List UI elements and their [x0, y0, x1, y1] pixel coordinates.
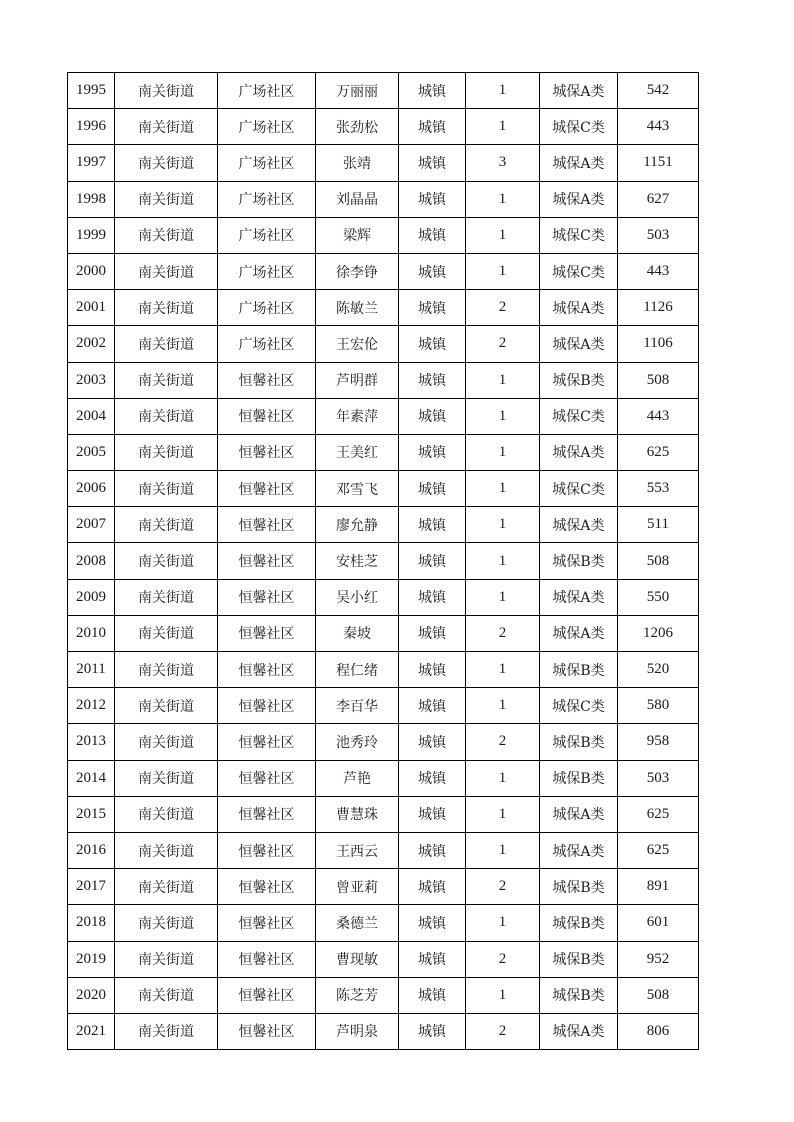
cell-category: 城保B类: [540, 724, 618, 760]
cell-street: 南关街道: [115, 145, 218, 181]
cell-name: 刘晶晶: [316, 181, 399, 217]
cell-area: 城镇: [399, 181, 466, 217]
cell-category: 城保A类: [540, 1013, 618, 1049]
cell-name: 曹慧珠: [316, 796, 399, 832]
cell-amount: 511: [618, 507, 699, 543]
cell-household-count: 1: [466, 652, 540, 688]
cell-household-count: 2: [466, 326, 540, 362]
cell-name: 年素萍: [316, 398, 399, 434]
cell-name: 曹现敏: [316, 941, 399, 977]
cell-amount: 550: [618, 579, 699, 615]
cell-name: 曾亚莉: [316, 869, 399, 905]
cell-amount: 625: [618, 434, 699, 470]
cell-community: 恒馨社区: [218, 362, 316, 398]
cell-amount: 580: [618, 688, 699, 724]
cell-category: 城保B类: [540, 941, 618, 977]
cell-area: 城镇: [399, 832, 466, 868]
cell-street: 南关街道: [115, 109, 218, 145]
cell-household-count: 1: [466, 543, 540, 579]
table-row: [68, 724, 699, 760]
cell-no: 1998: [68, 181, 115, 217]
table-row: [68, 941, 699, 977]
cell-household-count: 1: [466, 73, 540, 109]
table-row: [68, 109, 699, 145]
cell-area: 城镇: [399, 507, 466, 543]
cell-name: 桑德兰: [316, 905, 399, 941]
cell-name: 陈芝芳: [316, 977, 399, 1013]
cell-community: 恒馨社区: [218, 507, 316, 543]
cell-street: 南关街道: [115, 688, 218, 724]
cell-no: 2017: [68, 869, 115, 905]
cell-area: 城镇: [399, 217, 466, 253]
cell-no: 2003: [68, 362, 115, 398]
cell-no: 2004: [68, 398, 115, 434]
table-row: [68, 73, 699, 109]
cell-no: 2020: [68, 977, 115, 1013]
cell-no: 2019: [68, 941, 115, 977]
cell-community: 恒馨社区: [218, 688, 316, 724]
cell-no: 2015: [68, 796, 115, 832]
cell-street: 南关街道: [115, 615, 218, 651]
cell-name: 陈敏兰: [316, 290, 399, 326]
table-row: [68, 977, 699, 1013]
cell-community: 恒馨社区: [218, 724, 316, 760]
table-row: [68, 217, 699, 253]
cell-household-count: 2: [466, 290, 540, 326]
cell-community: 广场社区: [218, 109, 316, 145]
cell-category: 城保A类: [540, 579, 618, 615]
cell-street: 南关街道: [115, 471, 218, 507]
cell-community: 恒馨社区: [218, 977, 316, 1013]
cell-area: 城镇: [399, 869, 466, 905]
cell-household-count: 1: [466, 109, 540, 145]
cell-category: 城保B类: [540, 543, 618, 579]
table-row: [68, 688, 699, 724]
cell-street: 南关街道: [115, 398, 218, 434]
cell-street: 南关街道: [115, 362, 218, 398]
cell-street: 南关街道: [115, 543, 218, 579]
cell-household-count: 1: [466, 688, 540, 724]
cell-no: 2021: [68, 1013, 115, 1049]
cell-street: 南关街道: [115, 579, 218, 615]
cell-community: 恒馨社区: [218, 869, 316, 905]
table-row: [68, 832, 699, 868]
cell-community: 恒馨社区: [218, 760, 316, 796]
cell-amount: 601: [618, 905, 699, 941]
cell-no: 2010: [68, 615, 115, 651]
cell-household-count: 2: [466, 1013, 540, 1049]
cell-household-count: 2: [466, 941, 540, 977]
cell-street: 南关街道: [115, 434, 218, 470]
cell-household-count: 1: [466, 434, 540, 470]
table-row: [68, 145, 699, 181]
cell-category: 城保A类: [540, 796, 618, 832]
cell-area: 城镇: [399, 579, 466, 615]
table-row: [68, 543, 699, 579]
cell-category: 城保A类: [540, 290, 618, 326]
table-row: [68, 652, 699, 688]
cell-household-count: 1: [466, 253, 540, 289]
cell-no: 2002: [68, 326, 115, 362]
cell-community: 广场社区: [218, 217, 316, 253]
cell-community: 广场社区: [218, 253, 316, 289]
cell-area: 城镇: [399, 73, 466, 109]
cell-no: 2012: [68, 688, 115, 724]
cell-category: 城保C类: [540, 109, 618, 145]
cell-name: 张靖: [316, 145, 399, 181]
cell-area: 城镇: [399, 109, 466, 145]
cell-community: 广场社区: [218, 326, 316, 362]
cell-household-count: 2: [466, 869, 540, 905]
cell-community: 恒馨社区: [218, 398, 316, 434]
cell-name: 王宏伦: [316, 326, 399, 362]
cell-category: 城保B类: [540, 760, 618, 796]
table-row: [68, 471, 699, 507]
cell-name: 张劲松: [316, 109, 399, 145]
benefit-table: [67, 72, 699, 1050]
cell-amount: 625: [618, 796, 699, 832]
cell-name: 安桂芝: [316, 543, 399, 579]
cell-amount: 503: [618, 217, 699, 253]
table-row: [68, 398, 699, 434]
cell-category: 城保C类: [540, 217, 618, 253]
cell-community: 广场社区: [218, 145, 316, 181]
cell-name: 廖允静: [316, 507, 399, 543]
cell-amount: 627: [618, 181, 699, 217]
cell-community: 广场社区: [218, 181, 316, 217]
cell-community: 恒馨社区: [218, 434, 316, 470]
table-row: [68, 760, 699, 796]
cell-household-count: 1: [466, 796, 540, 832]
cell-amount: 952: [618, 941, 699, 977]
cell-amount: 443: [618, 109, 699, 145]
cell-street: 南关街道: [115, 869, 218, 905]
cell-category: 城保A类: [540, 832, 618, 868]
cell-area: 城镇: [399, 615, 466, 651]
cell-category: 城保B类: [540, 362, 618, 398]
cell-amount: 1106: [618, 326, 699, 362]
cell-name: 李百华: [316, 688, 399, 724]
cell-community: 恒馨社区: [218, 543, 316, 579]
cell-amount: 508: [618, 362, 699, 398]
cell-area: 城镇: [399, 290, 466, 326]
cell-category: 城保C类: [540, 471, 618, 507]
cell-household-count: 3: [466, 145, 540, 181]
cell-no: 2000: [68, 253, 115, 289]
table-row: [68, 362, 699, 398]
cell-street: 南关街道: [115, 832, 218, 868]
cell-area: 城镇: [399, 905, 466, 941]
cell-name: 程仁绪: [316, 652, 399, 688]
cell-name: 秦坡: [316, 615, 399, 651]
cell-category: 城保B类: [540, 977, 618, 1013]
table-row: [68, 796, 699, 832]
cell-area: 城镇: [399, 760, 466, 796]
cell-community: 恒馨社区: [218, 905, 316, 941]
cell-no: 2008: [68, 543, 115, 579]
cell-community: 恒馨社区: [218, 941, 316, 977]
cell-no: 2009: [68, 579, 115, 615]
cell-category: 城保A类: [540, 145, 618, 181]
cell-household-count: 1: [466, 977, 540, 1013]
table-row: [68, 1013, 699, 1049]
cell-category: 城保B类: [540, 869, 618, 905]
cell-category: 城保A类: [540, 434, 618, 470]
cell-name: 徐李铮: [316, 253, 399, 289]
cell-name: 芦明泉: [316, 1013, 399, 1049]
cell-amount: 508: [618, 543, 699, 579]
cell-category: 城保C类: [540, 398, 618, 434]
cell-community: 恒馨社区: [218, 796, 316, 832]
table-body: [68, 73, 699, 1050]
cell-name: 吴小红: [316, 579, 399, 615]
cell-household-count: 1: [466, 398, 540, 434]
cell-no: 2016: [68, 832, 115, 868]
cell-area: 城镇: [399, 796, 466, 832]
cell-street: 南关街道: [115, 905, 218, 941]
cell-household-count: 2: [466, 615, 540, 651]
cell-area: 城镇: [399, 145, 466, 181]
cell-household-count: 1: [466, 471, 540, 507]
table-row: [68, 326, 699, 362]
cell-amount: 1206: [618, 615, 699, 651]
cell-amount: 625: [618, 832, 699, 868]
cell-community: 恒馨社区: [218, 652, 316, 688]
cell-category: 城保A类: [540, 73, 618, 109]
cell-community: 广场社区: [218, 73, 316, 109]
cell-category: 城保C类: [540, 253, 618, 289]
cell-area: 城镇: [399, 1013, 466, 1049]
cell-household-count: 1: [466, 832, 540, 868]
cell-name: 王美红: [316, 434, 399, 470]
cell-amount: 806: [618, 1013, 699, 1049]
cell-community: 恒馨社区: [218, 1013, 316, 1049]
cell-community: 广场社区: [218, 290, 316, 326]
table-row: [68, 181, 699, 217]
cell-no: 2014: [68, 760, 115, 796]
cell-no: 1999: [68, 217, 115, 253]
cell-name: 芦明群: [316, 362, 399, 398]
cell-area: 城镇: [399, 977, 466, 1013]
cell-area: 城镇: [399, 362, 466, 398]
cell-household-count: 1: [466, 181, 540, 217]
cell-area: 城镇: [399, 253, 466, 289]
cell-area: 城镇: [399, 326, 466, 362]
cell-category: 城保B类: [540, 652, 618, 688]
cell-street: 南关街道: [115, 724, 218, 760]
cell-category: 城保A类: [540, 181, 618, 217]
table-row: [68, 253, 699, 289]
cell-community: 恒馨社区: [218, 832, 316, 868]
cell-area: 城镇: [399, 543, 466, 579]
table-row: [68, 579, 699, 615]
cell-category: 城保A类: [540, 326, 618, 362]
cell-name: 王西云: [316, 832, 399, 868]
cell-street: 南关街道: [115, 796, 218, 832]
cell-no: 2006: [68, 471, 115, 507]
cell-no: 1997: [68, 145, 115, 181]
cell-area: 城镇: [399, 471, 466, 507]
cell-household-count: 1: [466, 362, 540, 398]
cell-area: 城镇: [399, 688, 466, 724]
cell-amount: 891: [618, 869, 699, 905]
cell-street: 南关街道: [115, 326, 218, 362]
cell-street: 南关街道: [115, 1013, 218, 1049]
cell-category: 城保C类: [540, 688, 618, 724]
table-row: [68, 615, 699, 651]
cell-no: 1996: [68, 109, 115, 145]
cell-no: 1995: [68, 73, 115, 109]
cell-community: 恒馨社区: [218, 471, 316, 507]
cell-household-count: 1: [466, 579, 540, 615]
cell-street: 南关街道: [115, 290, 218, 326]
table-row: [68, 869, 699, 905]
cell-no: 2007: [68, 507, 115, 543]
cell-name: 梁辉: [316, 217, 399, 253]
table-row: [68, 905, 699, 941]
cell-amount: 520: [618, 652, 699, 688]
cell-name: 芦艳: [316, 760, 399, 796]
cell-household-count: 1: [466, 760, 540, 796]
cell-street: 南关街道: [115, 73, 218, 109]
cell-household-count: 1: [466, 905, 540, 941]
cell-street: 南关街道: [115, 181, 218, 217]
cell-amount: 503: [618, 760, 699, 796]
cell-area: 城镇: [399, 434, 466, 470]
cell-area: 城镇: [399, 398, 466, 434]
cell-area: 城镇: [399, 652, 466, 688]
cell-name: 万丽丽: [316, 73, 399, 109]
table-row: [68, 290, 699, 326]
cell-street: 南关街道: [115, 253, 218, 289]
cell-no: 2011: [68, 652, 115, 688]
cell-street: 南关街道: [115, 652, 218, 688]
cell-street: 南关街道: [115, 941, 218, 977]
cell-street: 南关街道: [115, 217, 218, 253]
cell-amount: 443: [618, 253, 699, 289]
cell-household-count: 1: [466, 507, 540, 543]
cell-no: 2001: [68, 290, 115, 326]
cell-name: 池秀玲: [316, 724, 399, 760]
cell-no: 2005: [68, 434, 115, 470]
cell-no: 2018: [68, 905, 115, 941]
cell-amount: 1151: [618, 145, 699, 181]
cell-street: 南关街道: [115, 507, 218, 543]
cell-community: 恒馨社区: [218, 579, 316, 615]
cell-household-count: 1: [466, 217, 540, 253]
cell-street: 南关街道: [115, 977, 218, 1013]
cell-amount: 542: [618, 73, 699, 109]
table-row: [68, 434, 699, 470]
cell-amount: 443: [618, 398, 699, 434]
cell-area: 城镇: [399, 724, 466, 760]
cell-household-count: 2: [466, 724, 540, 760]
cell-no: 2013: [68, 724, 115, 760]
table-row: [68, 507, 699, 543]
cell-amount: 1126: [618, 290, 699, 326]
cell-street: 南关街道: [115, 760, 218, 796]
cell-category: 城保B类: [540, 905, 618, 941]
cell-name: 邓雪飞: [316, 471, 399, 507]
cell-amount: 553: [618, 471, 699, 507]
cell-amount: 508: [618, 977, 699, 1013]
cell-area: 城镇: [399, 941, 466, 977]
cell-category: 城保A类: [540, 507, 618, 543]
cell-category: 城保A类: [540, 615, 618, 651]
cell-amount: 958: [618, 724, 699, 760]
cell-community: 恒馨社区: [218, 615, 316, 651]
